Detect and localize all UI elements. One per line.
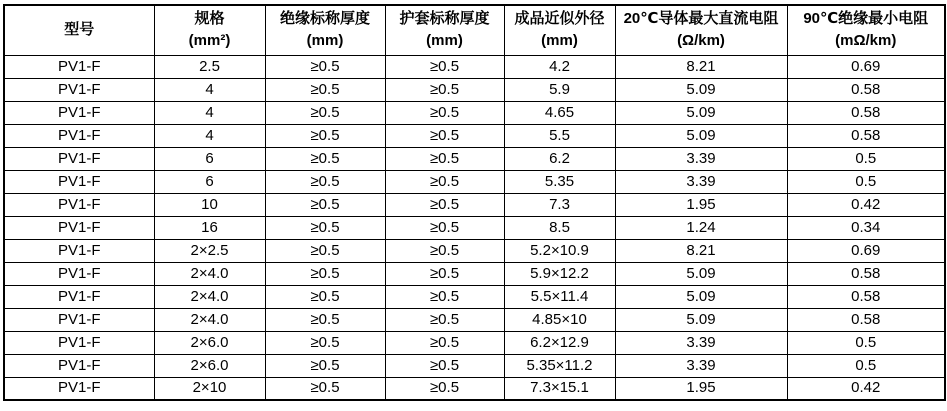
cell-model: PV1-F [4,354,154,377]
table-row [4,239,945,262]
cell-insulation-resistance: 0.5 [787,354,945,377]
cell-insulation-resistance: 0.42 [787,193,945,216]
cell-outer-diameter: 7.3 [504,193,615,216]
cell-outer-diameter: 5.35×11.2 [504,354,615,377]
header-label-dc-resistance-20c: 20℃导体最大直流电阻 [623,9,779,27]
cell-spec: 2×4.0 [154,308,265,331]
header-cell-sheath-thickness [385,5,504,55]
cell-outer-diameter: 4.85×10 [504,308,615,331]
cell-sheath-thickness: ≥0.5 [385,331,504,354]
cell-dc-resistance: 8.21 [615,55,787,78]
cell-model: PV1-F [4,239,154,262]
header-unit-outer-diameter: (mm) [541,32,578,50]
cell-sheath-thickness: ≥0.5 [385,124,504,147]
cell-insulation-thickness: ≥0.5 [265,216,385,239]
cell-insulation-resistance: 0.5 [787,170,945,193]
cell-outer-diameter: 5.5×11.4 [504,285,615,308]
cell-spec: 2×6.0 [154,354,265,377]
cell-model: PV1-F [4,262,154,285]
header-cell-dc-resistance-20c [615,5,787,55]
header-unit-dc-resistance-20c: (Ω/km) [677,32,725,50]
cell-sheath-thickness: ≥0.5 [385,193,504,216]
cell-spec: 2.5 [154,55,265,78]
cell-model: PV1-F [4,147,154,170]
cell-spec: 2×4.0 [154,262,265,285]
cell-insulation-thickness: ≥0.5 [265,101,385,124]
header-unit-spec: (mm²) [188,32,231,50]
cell-insulation-thickness: ≥0.5 [265,354,385,377]
cell-sheath-thickness: ≥0.5 [385,216,504,239]
cell-insulation-thickness: ≥0.5 [265,285,385,308]
cell-spec: 16 [154,216,265,239]
header-label-insulation-resistance-90c: 90℃绝缘最小电阻 [803,9,929,27]
cell-sheath-thickness: ≥0.5 [385,147,504,170]
cell-dc-resistance: 5.09 [615,78,787,101]
cell-sheath-thickness: ≥0.5 [385,239,504,262]
cell-sheath-thickness: ≥0.5 [385,101,504,124]
cell-dc-resistance: 3.39 [615,147,787,170]
table-row [4,354,945,377]
cell-dc-resistance: 1.24 [615,216,787,239]
cable-spec-table [3,4,946,401]
cell-insulation-resistance: 0.58 [787,101,945,124]
cell-sheath-thickness: ≥0.5 [385,354,504,377]
header-label-outer-diameter: 成品近似外径 [514,9,605,27]
cell-dc-resistance: 5.09 [615,262,787,285]
cell-dc-resistance: 5.09 [615,308,787,331]
cell-insulation-resistance: 0.58 [787,78,945,101]
cell-insulation-resistance: 0.58 [787,262,945,285]
cell-model: PV1-F [4,377,154,400]
cell-dc-resistance: 1.95 [615,377,787,400]
cell-sheath-thickness: ≥0.5 [385,170,504,193]
header-row [4,5,945,55]
cell-outer-diameter: 5.9×12.2 [504,262,615,285]
cell-insulation-resistance: 0.69 [787,239,945,262]
header-label-sheath-thickness: 护套标称厚度 [399,9,490,27]
cell-spec: 2×2.5 [154,239,265,262]
header-unit-sheath-thickness: (mm) [426,32,463,50]
table-row [4,377,945,400]
cell-model: PV1-F [4,216,154,239]
cell-sheath-thickness: ≥0.5 [385,308,504,331]
cell-insulation-resistance: 0.5 [787,331,945,354]
header-label-insulation-thickness: 绝缘标称厚度 [279,9,370,27]
cell-model: PV1-F [4,170,154,193]
cell-spec: 4 [154,78,265,101]
cell-spec: 4 [154,101,265,124]
cell-outer-diameter: 4.65 [504,101,615,124]
table-row [4,55,945,78]
cell-spec: 2×10 [154,377,265,400]
table-row [4,78,945,101]
cell-insulation-thickness: ≥0.5 [265,124,385,147]
cell-sheath-thickness: ≥0.5 [385,377,504,400]
cell-model: PV1-F [4,331,154,354]
cell-sheath-thickness: ≥0.5 [385,262,504,285]
cell-insulation-thickness: ≥0.5 [265,239,385,262]
cell-outer-diameter: 8.5 [504,216,615,239]
cell-sheath-thickness: ≥0.5 [385,285,504,308]
cell-spec: 2×4.0 [154,285,265,308]
table-row [4,308,945,331]
table-row [4,170,945,193]
cell-insulation-thickness: ≥0.5 [265,331,385,354]
cell-insulation-resistance: 0.5 [787,147,945,170]
cell-model: PV1-F [4,55,154,78]
cell-insulation-resistance: 0.58 [787,285,945,308]
cell-dc-resistance: 3.39 [615,331,787,354]
header-label-spec: 规格 [194,9,225,27]
header-cell-insulation-resistance-90c [787,5,945,55]
cell-spec: 2×6.0 [154,331,265,354]
cell-dc-resistance: 5.09 [615,285,787,308]
table-row [4,124,945,147]
cell-dc-resistance: 8.21 [615,239,787,262]
cell-model: PV1-F [4,193,154,216]
cell-insulation-thickness: ≥0.5 [265,170,385,193]
cell-outer-diameter: 4.2 [504,55,615,78]
table-row [4,331,945,354]
table-row [4,285,945,308]
cell-spec: 6 [154,170,265,193]
cell-insulation-thickness: ≥0.5 [265,262,385,285]
cell-insulation-thickness: ≥0.5 [265,308,385,331]
cell-insulation-resistance: 0.58 [787,308,945,331]
cell-sheath-thickness: ≥0.5 [385,55,504,78]
cell-outer-diameter: 5.35 [504,170,615,193]
cell-outer-diameter: 6.2×12.9 [504,331,615,354]
cell-outer-diameter: 7.3×15.1 [504,377,615,400]
cell-dc-resistance: 1.95 [615,193,787,216]
cell-insulation-resistance: 0.42 [787,377,945,400]
cell-outer-diameter: 5.9 [504,78,615,101]
table-row [4,101,945,124]
cell-outer-diameter: 6.2 [504,147,615,170]
table-row [4,147,945,170]
cell-insulation-resistance: 0.69 [787,55,945,78]
cell-outer-diameter: 5.2×10.9 [504,239,615,262]
header-label-model: 型号 [64,21,95,38]
cell-insulation-thickness: ≥0.5 [265,377,385,400]
table-row [4,193,945,216]
cell-dc-resistance: 5.09 [615,101,787,124]
cell-spec: 6 [154,147,265,170]
cell-insulation-thickness: ≥0.5 [265,78,385,101]
cell-spec: 4 [154,124,265,147]
cell-insulation-thickness: ≥0.5 [265,193,385,216]
cell-insulation-thickness: ≥0.5 [265,55,385,78]
table-row [4,262,945,285]
header-cell-spec [154,5,265,55]
header-unit-insulation-thickness: (mm) [306,32,344,50]
header-cell-outer-diameter [504,5,615,55]
table-row [4,216,945,239]
cell-dc-resistance: 5.09 [615,124,787,147]
header-unit-insulation-resistance-90c: (mΩ/km) [835,32,897,50]
cell-model: PV1-F [4,285,154,308]
header-cell-model [4,5,154,55]
cell-spec: 10 [154,193,265,216]
cell-outer-diameter: 5.5 [504,124,615,147]
cell-sheath-thickness: ≥0.5 [385,78,504,101]
cell-insulation-thickness: ≥0.5 [265,147,385,170]
cell-insulation-resistance: 0.34 [787,216,945,239]
cell-dc-resistance: 3.39 [615,170,787,193]
cell-model: PV1-F [4,308,154,331]
cell-model: PV1-F [4,101,154,124]
cell-model: PV1-F [4,78,154,101]
cell-model: PV1-F [4,124,154,147]
cell-dc-resistance: 3.39 [615,354,787,377]
cell-insulation-resistance: 0.58 [787,124,945,147]
header-cell-insulation-thickness [265,5,385,55]
